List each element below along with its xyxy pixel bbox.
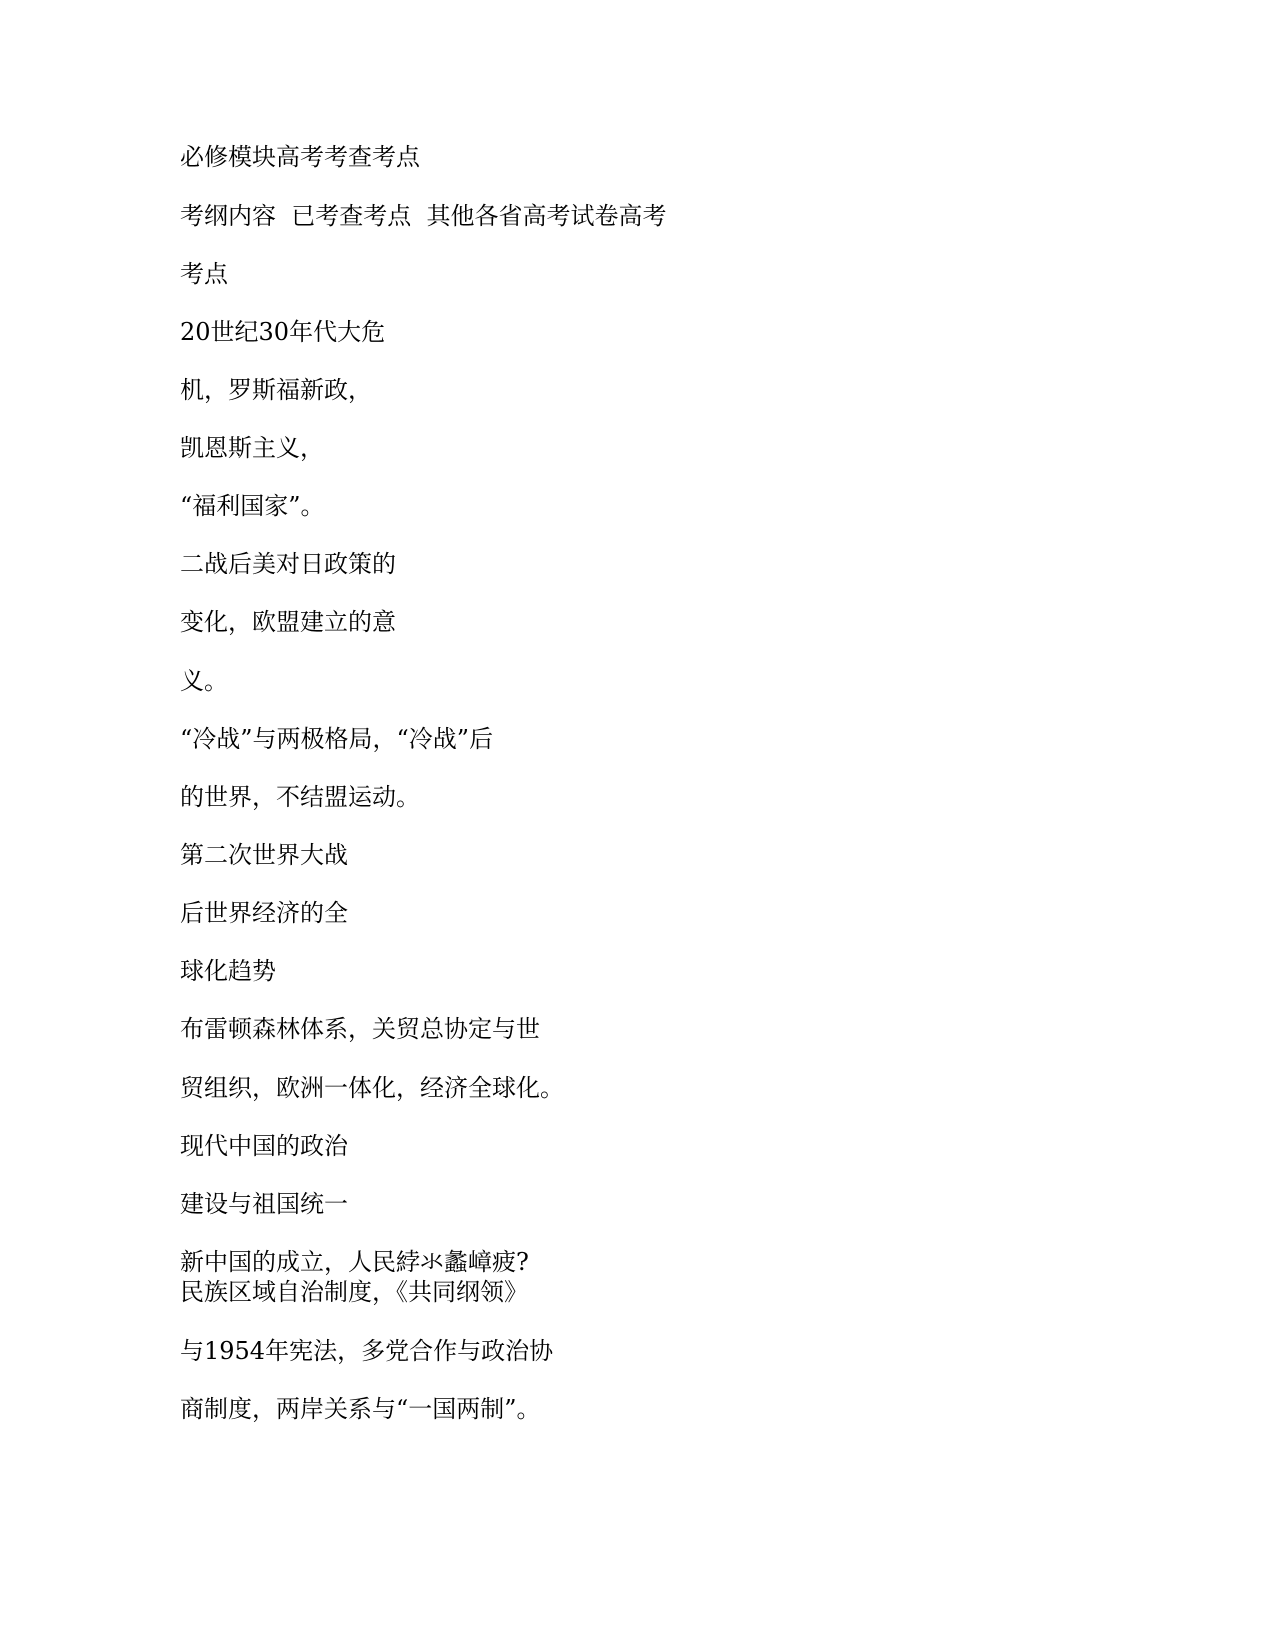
text-line: 的世界，不结盟运动。 — [180, 783, 420, 811]
table-header-line: 考点 — [180, 260, 228, 288]
text-line: 贸组织，欧洲一体化，经济全球化。 — [180, 1074, 564, 1102]
text-line: 新中国的成立，人民綍氺蠡嶂疲? — [180, 1248, 529, 1276]
text-line: 二战后美对日政策的 — [180, 550, 396, 578]
text-line: 建设与祖国统一 — [180, 1190, 348, 1218]
text-line: 布雷顿森林体系，关贸总协定与世 — [180, 1015, 540, 1043]
text-line: 商制度，两岸关系与“一国两制”。 — [180, 1395, 541, 1423]
text-line: 变化，欧盟建立的意 — [180, 608, 396, 636]
document-title: 必修模块高考考查考点 — [180, 143, 420, 171]
text-line: 球化趋势 — [180, 957, 276, 985]
text-line: “冷战”与两极格局，“冷战”后 — [180, 725, 494, 753]
text-line: 民族区域自治制度，《共同纲领》 — [180, 1278, 528, 1306]
text-line: 与1954年宪法，多党合作与政治协 — [180, 1337, 554, 1365]
text-line: 20世纪30年代大危 — [180, 318, 386, 346]
text-line: 凯恩斯主义， — [180, 434, 324, 462]
text-line: 后世界经济的全 — [180, 899, 348, 927]
text-line: 机，罗斯福新政， — [180, 376, 372, 404]
text-line: 义。 — [180, 667, 228, 695]
text-line: “福利国家”。 — [180, 492, 325, 520]
table-header-line: 考纲内容 已考查考点 其他各省高考试卷高考 — [180, 202, 667, 230]
text-line: 现代中国的政治 — [180, 1132, 348, 1160]
text-line: 第二次世界大战 — [180, 841, 348, 869]
